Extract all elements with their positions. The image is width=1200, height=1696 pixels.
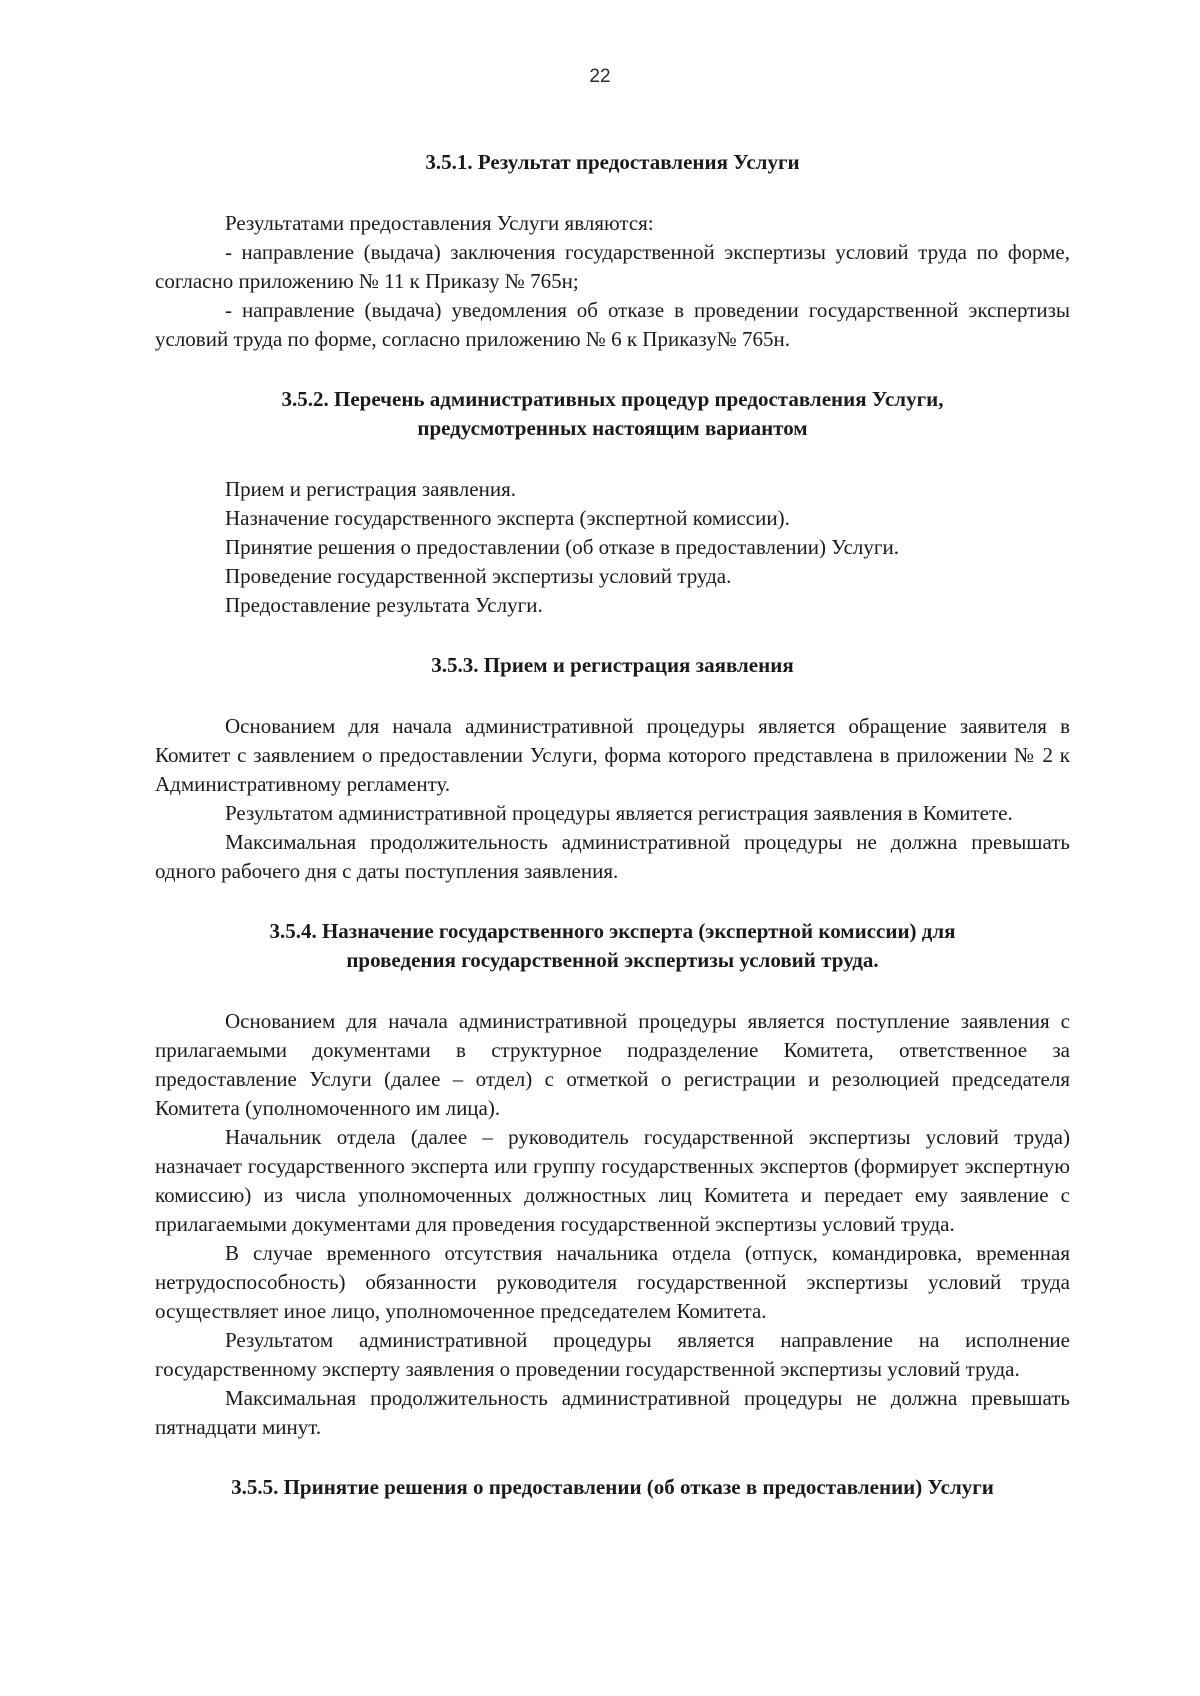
heading-line: 3.5.4. Назначение государственного эксперта (экспертной комиссии) для (269, 919, 956, 943)
heading-line: предусмотренных настоящим вариантом (417, 416, 808, 440)
procedure-item: Принятие решения о предоставлении (об отказе в предоставлении) Услуги. (225, 535, 899, 559)
paragraph: - направление (выдача) заключения государственной экспертизы условий труда по форме, согласно приложению № 11 к Приказу № 765н; (155, 240, 1070, 293)
section-heading-3-5-1: 3.5.1. Результат предоставления Услуги (425, 150, 800, 174)
procedure-item: Прием и регистрация заявления. (225, 477, 516, 501)
paragraph: Основанием для начала административной процедуры является обращение заявителя в Комитет с заявлением о предоставлении Услуги, форма которого представлена в приложении № 2 к Административному регламенту. (155, 714, 1070, 796)
section-heading-3-5-2 (155, 385, 1070, 443)
paragraph: Максимальная продолжительность административной процедуры не должна превышать пятнадцати минут. (155, 1386, 1070, 1439)
procedure-item: Проведение государственной экспертизы условий труда. (225, 564, 732, 588)
heading-line: проведения государственной экспертизы условий труда. (346, 948, 879, 972)
section-heading-3-5-4 (155, 917, 1070, 975)
section-heading-3-5-5: 3.5.5. Принятие решения о предоставлении (об отказе в предоставлении) Услуги (231, 1475, 994, 1499)
paragraph: В случае временного отсутствия начальника отдела (отпуск, командировка, временная нетрудоспособность) обязанности руководителя государственной экспертизы условий труда осуществляет иное лицо, уполномоченное председателем Комитета. (155, 1241, 1070, 1323)
section-heading-3-5-3: 3.5.3. Прием и регистрация заявления (431, 653, 794, 677)
paragraph: Результатами предоставления Услуги являются: (225, 211, 654, 235)
paragraph: Начальник отдела (далее – руководитель государственной экспертизы условий труда) назначает государственного эксперта или группу государственных экспертов (формирует экспертную комиссию) из числа уполномоченных должностных лиц Комитета и передает ему заявление с прилагаемыми документами для проведения государственной экспертизы условий труда. (155, 1125, 1070, 1236)
document-body (155, 148, 1070, 1502)
paragraph: Результатом административной процедуры является регистрация заявления в Комитете. (225, 801, 1013, 825)
paragraph: Результатом административной процедуры является направление на исполнение государственному эксперту заявления о проведении государственной экспертизы условий труда. (155, 1328, 1070, 1381)
heading-line: 3.5.2. Перечень административных процедур предоставления Услуги, (281, 387, 944, 411)
paragraph: - направление (выдача) уведомления об отказе в проведении государственной экспертизы условий труда по форме, согласно приложению № 6 к Приказу№ 765н. (155, 298, 1070, 351)
page-number: 22 (589, 66, 611, 87)
paragraph: Основанием для начала административной процедуры является поступление заявления с прилагаемыми документами в структурное подразделение Комитета, ответственное за предоставление Услуги (далее – отдел) с отметкой о регистрации и резолюцией председателя Комитета (уполномоченного им лица). (155, 1009, 1070, 1120)
procedure-item: Назначение государственного эксперта (экспертной комиссии). (225, 506, 790, 530)
procedure-item: Предоставление результата Услуги. (225, 593, 543, 617)
paragraph: Максимальная продолжительность административной процедуры не должна превышать одного рабочего дня с даты поступления заявления. (155, 830, 1070, 883)
